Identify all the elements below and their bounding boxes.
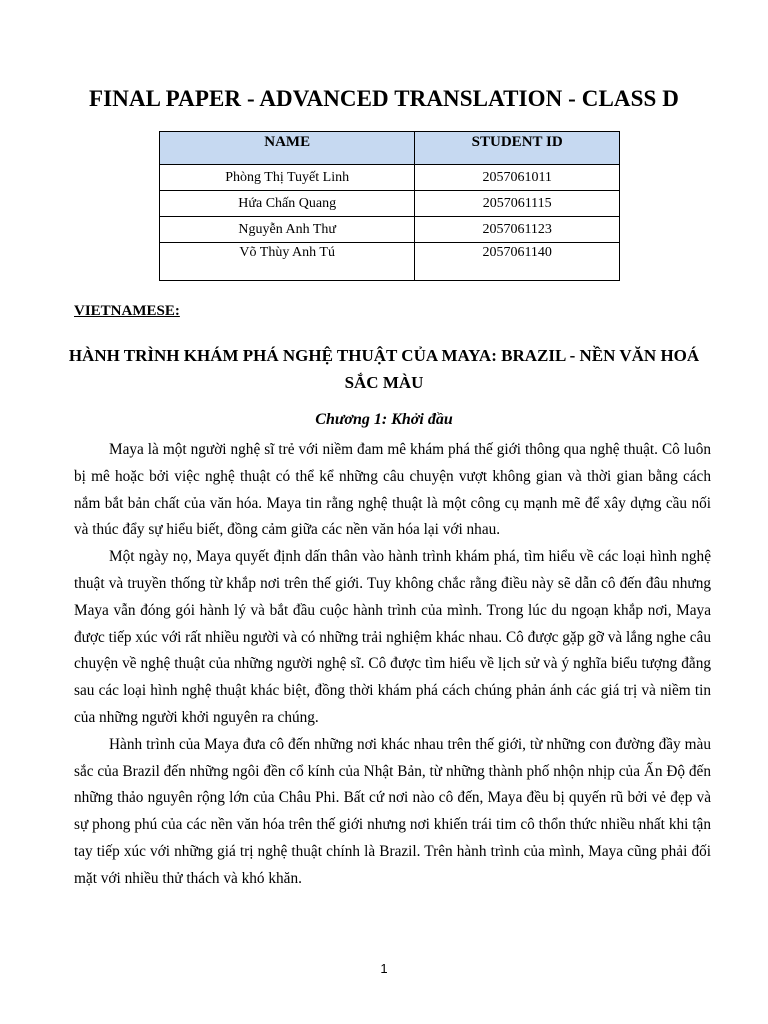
paper-title: FINAL PAPER - ADVANCED TRANSLATION - CLASS D: [89, 86, 679, 111]
page-number: 1: [380, 961, 388, 976]
student-name-cell: Võ Thùy Anh Tú: [160, 243, 415, 281]
column-header-name: NAME: [160, 132, 415, 165]
section-label-vietnamese: VIETNAMESE:: [74, 303, 180, 319]
student-id-cell: 2057061140: [415, 243, 620, 281]
table-row: [160, 243, 620, 281]
chapter-heading: Chương 1: Khởi đầu: [315, 411, 453, 428]
body-text: [74, 437, 711, 893]
student-id-cell: 2057061123: [415, 217, 620, 243]
student-name-cell: Phòng Thị Tuyết Linh: [160, 165, 415, 191]
paragraph: Một ngày nọ, Maya quyết định dấn thân vào hành trình khám phá, tìm hiểu về các loại hình nghệ thuật và truyền thống từ khắp nơi trên thế giới. Tuy không chắc rằng điều này sẽ dẫn cô đến đâu nhưng Maya vẫn đóng gói hành lý và bắt đầu cuộc hành trình của mình. Trong lúc du ngoạn khắp nơi, Maya được tiếp xúc với rất nhiều người và có những trải nghiệm khác nhau. Cô được gặp gỡ và lắng nghe câu chuyện về nghệ thuật của những người nghệ sĩ. Cô được tìm hiểu về lịch sử và ý nghĩa biểu tượng đằng sau các loại hình nghệ thuật khác biệt, đồng thời khám phá cách chúng phản ánh các giá trị và niềm tin của những người khởi nguyên ra chúng.: [74, 548, 711, 726]
table-row: [160, 191, 620, 217]
student-table: [159, 131, 620, 281]
student-id-cell: 2057061115: [415, 191, 620, 217]
table-header-row: [160, 132, 620, 165]
student-id-cell: 2057061011: [415, 165, 620, 191]
story-title: HÀNH TRÌNH KHÁM PHÁ NGHỆ THUẬT CỦA MAYA: BRAZIL - NỀN VĂN HOÁ SẮC MÀU: [68, 346, 700, 392]
column-header-student-id: STUDENT ID: [415, 132, 620, 165]
student-name-cell: Nguyễn Anh Thư: [160, 217, 415, 243]
table-row: [160, 165, 620, 191]
table-row: [160, 217, 620, 243]
paragraph: Hành trình của Maya đưa cô đến những nơi khác nhau trên thế giới, từ những con đường đầy màu sắc của Brazil đến những ngôi đền cổ kính của Nhật Bản, từ những thành phố nhộn nhịp của Ấn Độ đến những thảo nguyên rộng lớn của Châu Phi. Bất cứ nơi nào cô đến, Maya đều bị quyến rũ bởi vẻ đẹp và sự phong phú của các nền văn hóa trên thế giới nhưng nơi khiến trái tim cô thổn thức nhiều nhất khi tận tay tiếp xúc với những giá trị nghệ thuật chính là Brazil. Trên hành trình của mình, Maya cũng phải đối mặt với nhiều thử thách và khó khăn.: [74, 735, 711, 887]
student-name-cell: Hứa Chấn Quang: [160, 191, 415, 217]
paragraph: Maya là một người nghệ sĩ trẻ với niềm đam mê khám phá thế giới thông qua nghệ thuật. Cô luôn bị mê hoặc bởi việc nghệ thuật có thể kể những câu chuyện vượt không gian và thời gian bằng cách nắm bắt bản chất của văn hóa. Maya tin rằng nghệ thuật là một công cụ mạnh mẽ để xây dựng cầu nối và thúc đẩy sự hiểu biết, đồng cảm giữa các nền văn hóa lại với nhau.: [74, 441, 711, 539]
